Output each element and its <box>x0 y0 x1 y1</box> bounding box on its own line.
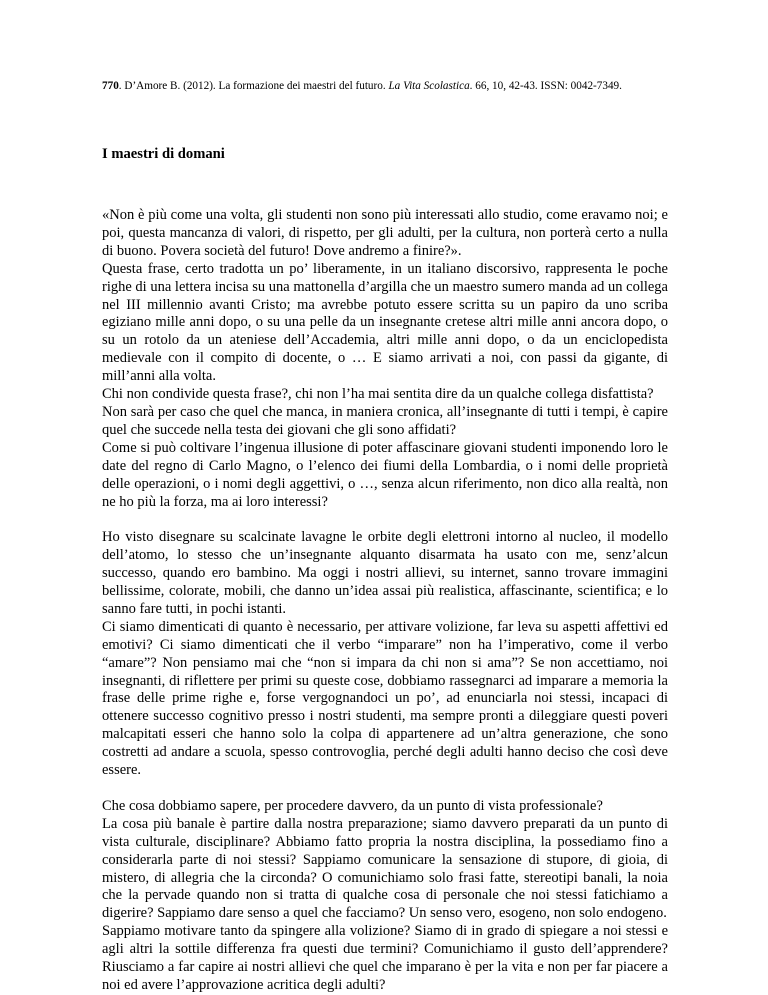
section-spacer <box>102 780 668 798</box>
paragraph: Come si può coltivare l’ingenua illusione di poter affascinare giovani studenti imponendo loro le date del regno di Carlo Magno, o l’elenco dei fiumi della Lombardia, o i nomi delle proprietà delle operazioni, o i nomi degli aggettivi, o …, senza alcun riferimento, non dico alla realtà, non ne ho più la forza, ma ai loro interessi? <box>102 439 668 510</box>
citation-line <box>102 79 702 93</box>
paragraph: Chi non condivide questa frase?, chi non l’ha mai sentita dire da un qualche collega disfattista? <box>102 386 654 403</box>
paragraph: Ci siamo dimenticati di quanto è necessario, per attivare volizione, far leva su aspetti affettivi ed emotivi? Ci siamo dimenticati che il verbo “imparare” non ha l’imperativo, come il verbo “amare”? Non pensiamo mai che “non si impara da chi non si ama”? Se non accettiamo, noi insegnanti, di riflettere per primi su queste cose, dobbiamo rassegnarci ad imparare a memoria la frase delle prime righe e, forse vergognandoci un po’, ad enunciarla noi stessi, incapaci di ottenere successo cognitivo presso i nostri studenti, ma sempre pronti a dileggiare questi poveri malcapitati esseri che hanno solo la colpa di appartenere ad un’altra generazione, che sono costretti ad andare a scuola, spesso controvoglia, perché degli adulti hanno deciso che così deve essere. <box>102 618 668 779</box>
paragraph: Che cosa dobbiamo sapere, per procedere davvero, da un punto di vista professionale? <box>102 797 603 814</box>
article-body <box>102 207 668 995</box>
paragraph: Sappiamo motivare tanto da spingere alla volizione? Siamo di in grado di spiegare a noi stessi e agli altri la sottile differenza fra questi due termini? Comunichiamo il gusto dell’apprendere? Riusciamo a far capire ai nostri allievi che quel che imparano è per la vita e non per far piacere a noi ed avere l’approvazione acritica degli adulti? <box>102 923 668 993</box>
citation-authors-title: . D’Amore B. (2012). La formazione dei maestri del futuro. <box>118 80 389 92</box>
article-title: I maestri di domani <box>102 146 225 162</box>
citation-journal: La Vita Scolastica <box>388 80 470 92</box>
paragraph: La cosa più banale è partire dalla nostra preparazione; siamo davvero preparati da un punto di vista culturale, disciplinare? Abbiamo fatto propria la nostra disciplina, la possediamo fino a considerarla parte di noi stessi? Sappiamo comunicare la sensazione di stupore, di gioia, di mistero, di allegria che la circonda? O comunichiamo solo frasi fatte, stereotipi banali, la noia che la pervade quando non si tratta di qualche cosa di personale che noi stessi fatichiamo a digerire? Sappiamo dare senso a quel che facciamo? Un senso vero, esogeno, non solo endogeno. <box>102 815 668 922</box>
paragraph: Non sarà per caso che quel che manca, in maniera cronica, all’insegnante di tutti i tempi, è capire quel che succede nella testa dei giovani che gli sono affidati? <box>102 403 668 438</box>
paragraph: Questa frase, certo tradotta un po’ liberamente, in un italiano discorsivo, rappresenta le poche righe di una lettera incisa su una mattonella d’argilla che un maestro sumero manda ad un collega nel III millennio avanti Cristo; ma avrebbe potuto essere scritta su un papiro da uno scriba egiziano mille anni dopo, o su una pelle da un insegnante cretese altri mille anni ancora dopo, o su un rotolo da un ateniese dell’Accademia, altri mille anni dopo, o da un enciclopedista medievale con il compito di docente, o … E siamo arrivati a noi, con passi da gigante, di mill’anni alla volta. <box>102 260 668 385</box>
section-spacer <box>102 511 668 529</box>
paragraph: «Non è più come una volta, gli studenti non sono più interessati allo studio, come eravamo noi; e poi, questa mancanza di valori, di rispetto, per gli adulti, per la cultura, non porterà certo a nulla di buono. Povera società del futuro! Dove andremo a finire?». <box>102 207 668 259</box>
citation-number: 770 <box>102 80 119 92</box>
citation-details: . 66, 10, 42-43. ISSN: 0042-7349. <box>469 80 622 92</box>
paragraph: Ho visto disegnare su scalcinate lavagne le orbite degli elettroni intorno al nucleo, il modello dell’atomo, lo stesso che un’insegnante alquanto disarmata ha usato con me, senz’alcun successo, quando ero bambino. Ma oggi i nostri allievi, su internet, sanno trovare immagini bellissime, colorate, mobili, che danno un’idea assai più realistica, affascinante, scientifica; e lo sanno fare tutti, in pochi istanti. <box>102 529 668 617</box>
